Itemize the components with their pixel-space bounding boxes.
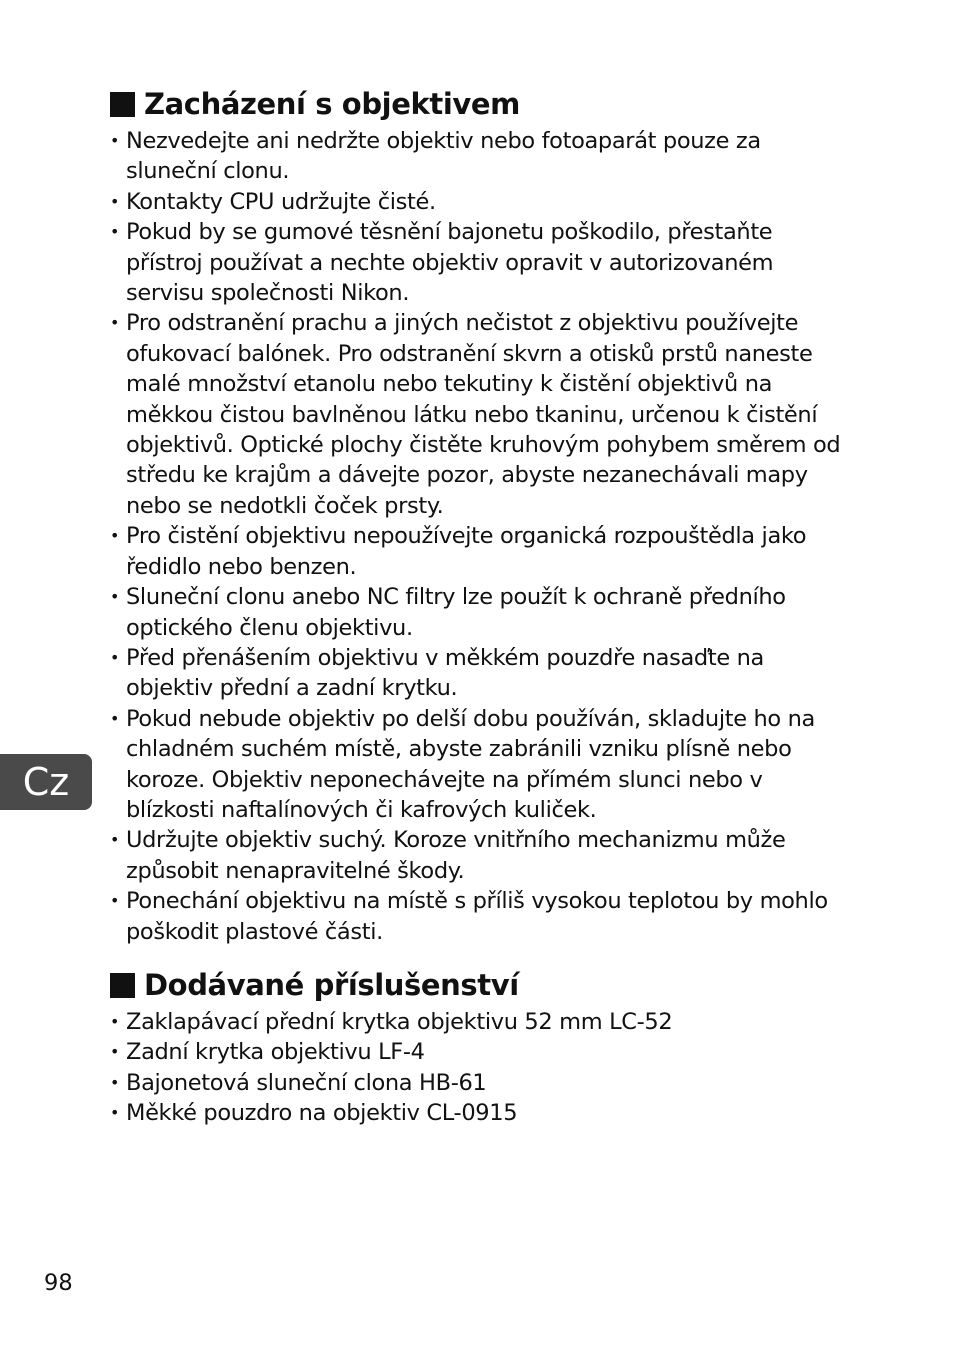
list-item-text: Pokud by se gumové těsnění bajonetu poškodilo, přestaňte přístroj používat a nechte objektiv opravit v autorizovaném servisu společnosti Nikon. xyxy=(126,219,774,307)
list-item xyxy=(110,1037,850,1067)
bullet-icon: • xyxy=(110,587,120,607)
bullet-list xyxy=(110,1007,850,1129)
bullet-icon: • xyxy=(110,830,120,850)
bullet-icon: • xyxy=(110,222,120,242)
list-item xyxy=(110,1068,850,1098)
section-supplied-accessories xyxy=(110,967,850,1129)
bullet-icon: • xyxy=(110,526,120,546)
list-item-text: Kontakty CPU udržujte čisté. xyxy=(126,188,436,215)
list-item xyxy=(110,187,850,217)
list-item xyxy=(110,521,850,582)
list-item xyxy=(110,217,850,308)
section-lens-handling xyxy=(110,86,850,947)
bullet-icon: • xyxy=(110,191,120,211)
bullet-icon: • xyxy=(110,891,120,911)
bullet-icon: • xyxy=(110,1072,120,1092)
list-item xyxy=(110,126,850,187)
list-item-text: Před přenášením objektivu v měkkém pouzdře nasaďte na objektiv přední a zadní krytku. xyxy=(126,644,764,702)
list-item xyxy=(110,1098,850,1128)
list-item-text: Zaklapávací přední krytka objektivu 52 mm LC-52 xyxy=(126,1009,673,1035)
list-item xyxy=(110,582,850,643)
bullet-icon: • xyxy=(110,708,120,728)
bullet-icon: • xyxy=(110,131,120,150)
list-item-text: Ponechání objektivu na místě s příliš vysokou teplotou by mohlo poškodit plastové části. xyxy=(126,888,828,945)
bullet-icon: • xyxy=(110,1103,120,1123)
section-heading-text: Zacházení s objektivem xyxy=(144,87,520,121)
bullet-icon: • xyxy=(110,1042,120,1062)
list-item-text: Pro odstranění prachu a jiných nečistot z objektivu používejte ofukovací balónek. Pro odstranění skvrn a otisků prstů naneste malé množství etanolu nebo tekutiny k čistění objektivů na měkkou čistou bavlněnou látku nebo tkaninu, určenou k čistění objektivů. Optické plochy čistěte kruhovým pohybem směrem od středu ke krajům a dávejte pozor, abyste nezanechávali mapy nebo se nedotkli čoček prsty. xyxy=(126,310,841,519)
list-item xyxy=(110,886,850,947)
list-item-text: Sluneční clonu anebo NC filtry lze použít k ochraně předního optického členu objektivu. xyxy=(126,584,786,641)
list-item xyxy=(110,704,850,826)
list-item xyxy=(110,1007,850,1037)
black-square-icon xyxy=(110,92,135,117)
bullet-list xyxy=(110,126,850,947)
list-item-text: Bajonetová sluneční clona HB-61 xyxy=(126,1069,487,1096)
black-square-icon xyxy=(110,973,135,998)
section-heading xyxy=(110,86,850,122)
list-item-text: Měkké pouzdro na objektiv CL-0915 xyxy=(126,1100,518,1127)
bullet-icon: • xyxy=(110,313,120,333)
page-number: 98 xyxy=(44,1270,73,1296)
section-heading xyxy=(110,967,850,1003)
list-item-text: Udržujte objektiv suchý. Koroze vnitřního mechanizmu může způsobit nenapravitelné škody. xyxy=(126,827,786,884)
list-item-text: Zadní krytka objektivu LF-4 xyxy=(126,1039,425,1066)
language-tab xyxy=(0,754,92,810)
list-item-text: Pokud nebude objektiv po delší dobu používán, skladujte ho na chladném suchém místě, abyste zabránili vzniku plísně nebo koroze. Objektiv neponechávejte na přímém slunci nebo v blízkosti naftalínových či kafrových kuliček. xyxy=(126,705,815,823)
list-item xyxy=(110,308,850,521)
list-item-text: Nezvedejte ani nedržte objektiv nebo fotoaparát pouze za sluneční clonu. xyxy=(126,128,761,185)
list-item xyxy=(110,825,850,886)
bullet-icon: • xyxy=(110,647,120,667)
list-item-text: Pro čistění objektivu nepoužívejte organická rozpouštědla jako ředidlo nebo benzen. xyxy=(126,523,807,580)
language-tab-label: Cz xyxy=(22,760,70,804)
section-heading-text: Dodávané příslušenství xyxy=(144,968,519,1002)
bullet-icon: • xyxy=(110,1012,120,1031)
list-item xyxy=(110,643,850,704)
